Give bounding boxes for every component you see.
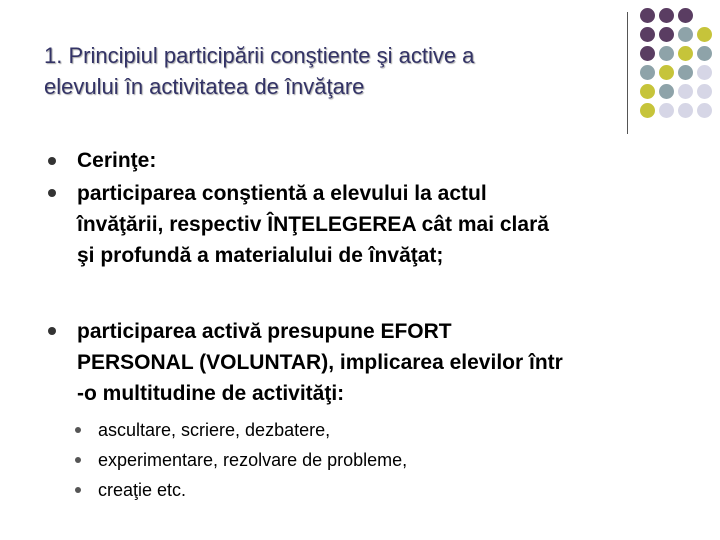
decor-dot bbox=[640, 8, 655, 23]
decorative-dot-grid bbox=[640, 8, 720, 138]
bullet-text: Cerinţe: bbox=[77, 149, 157, 172]
decor-dot bbox=[697, 46, 712, 61]
sub-bullet-text: ascultare, scriere, dezbatere, bbox=[98, 420, 331, 440]
decor-dot bbox=[659, 46, 674, 61]
bullet-dot bbox=[48, 157, 56, 165]
decor-dot bbox=[640, 27, 655, 42]
slide-title bbox=[44, 40, 629, 102]
decor-dot bbox=[697, 84, 712, 99]
decor-dot bbox=[659, 8, 674, 23]
decor-dot bbox=[659, 103, 674, 118]
sub-bullet-text: creaţie etc. bbox=[98, 480, 187, 500]
title-line-1: 1. Principiul participării conştiente şi active a bbox=[44, 43, 475, 68]
decor-dot bbox=[640, 103, 655, 118]
bullet-text bbox=[77, 178, 697, 271]
bullet-line: învăţării, respectiv ÎNŢELEGEREA cât mai clară bbox=[77, 213, 549, 236]
decor-dot bbox=[640, 65, 655, 80]
bullet-line: participarea activă presupune EFORT bbox=[77, 320, 452, 343]
decor-dot bbox=[697, 65, 712, 80]
sub-bullet-dot bbox=[75, 487, 81, 493]
bullet-dot bbox=[48, 189, 56, 197]
title-line-2: elevului în activitatea de învăţare bbox=[44, 74, 365, 99]
sub-bullet-text: experimentare, rezolvare de probleme, bbox=[98, 450, 408, 470]
sub-bullet-dot bbox=[75, 427, 81, 433]
divider-line bbox=[627, 12, 628, 134]
bullet-line: participarea conştientă a elevului la actul bbox=[77, 182, 487, 205]
sub-bullet-dot bbox=[75, 457, 81, 463]
decor-dot bbox=[659, 27, 674, 42]
bullet-line: şi profundă a materialului de învăţat; bbox=[77, 244, 444, 267]
decor-dot bbox=[678, 46, 693, 61]
decor-dot bbox=[640, 46, 655, 61]
bullet-line: PERSONAL (VOLUNTAR), implicarea elevilor într bbox=[77, 351, 563, 374]
bullet-line: -o multitudine de activităţi: bbox=[77, 382, 345, 405]
decor-dot bbox=[678, 65, 693, 80]
decor-dot bbox=[678, 8, 693, 23]
bullet-dot bbox=[48, 327, 56, 335]
decor-dot bbox=[678, 103, 693, 118]
decor-dot bbox=[697, 27, 712, 42]
decor-dot bbox=[659, 84, 674, 99]
decor-dot bbox=[678, 27, 693, 42]
decor-dot bbox=[640, 84, 655, 99]
decor-dot bbox=[678, 84, 693, 99]
decor-dot bbox=[659, 65, 674, 80]
decor-dot bbox=[697, 103, 712, 118]
bullet-text bbox=[77, 316, 697, 409]
